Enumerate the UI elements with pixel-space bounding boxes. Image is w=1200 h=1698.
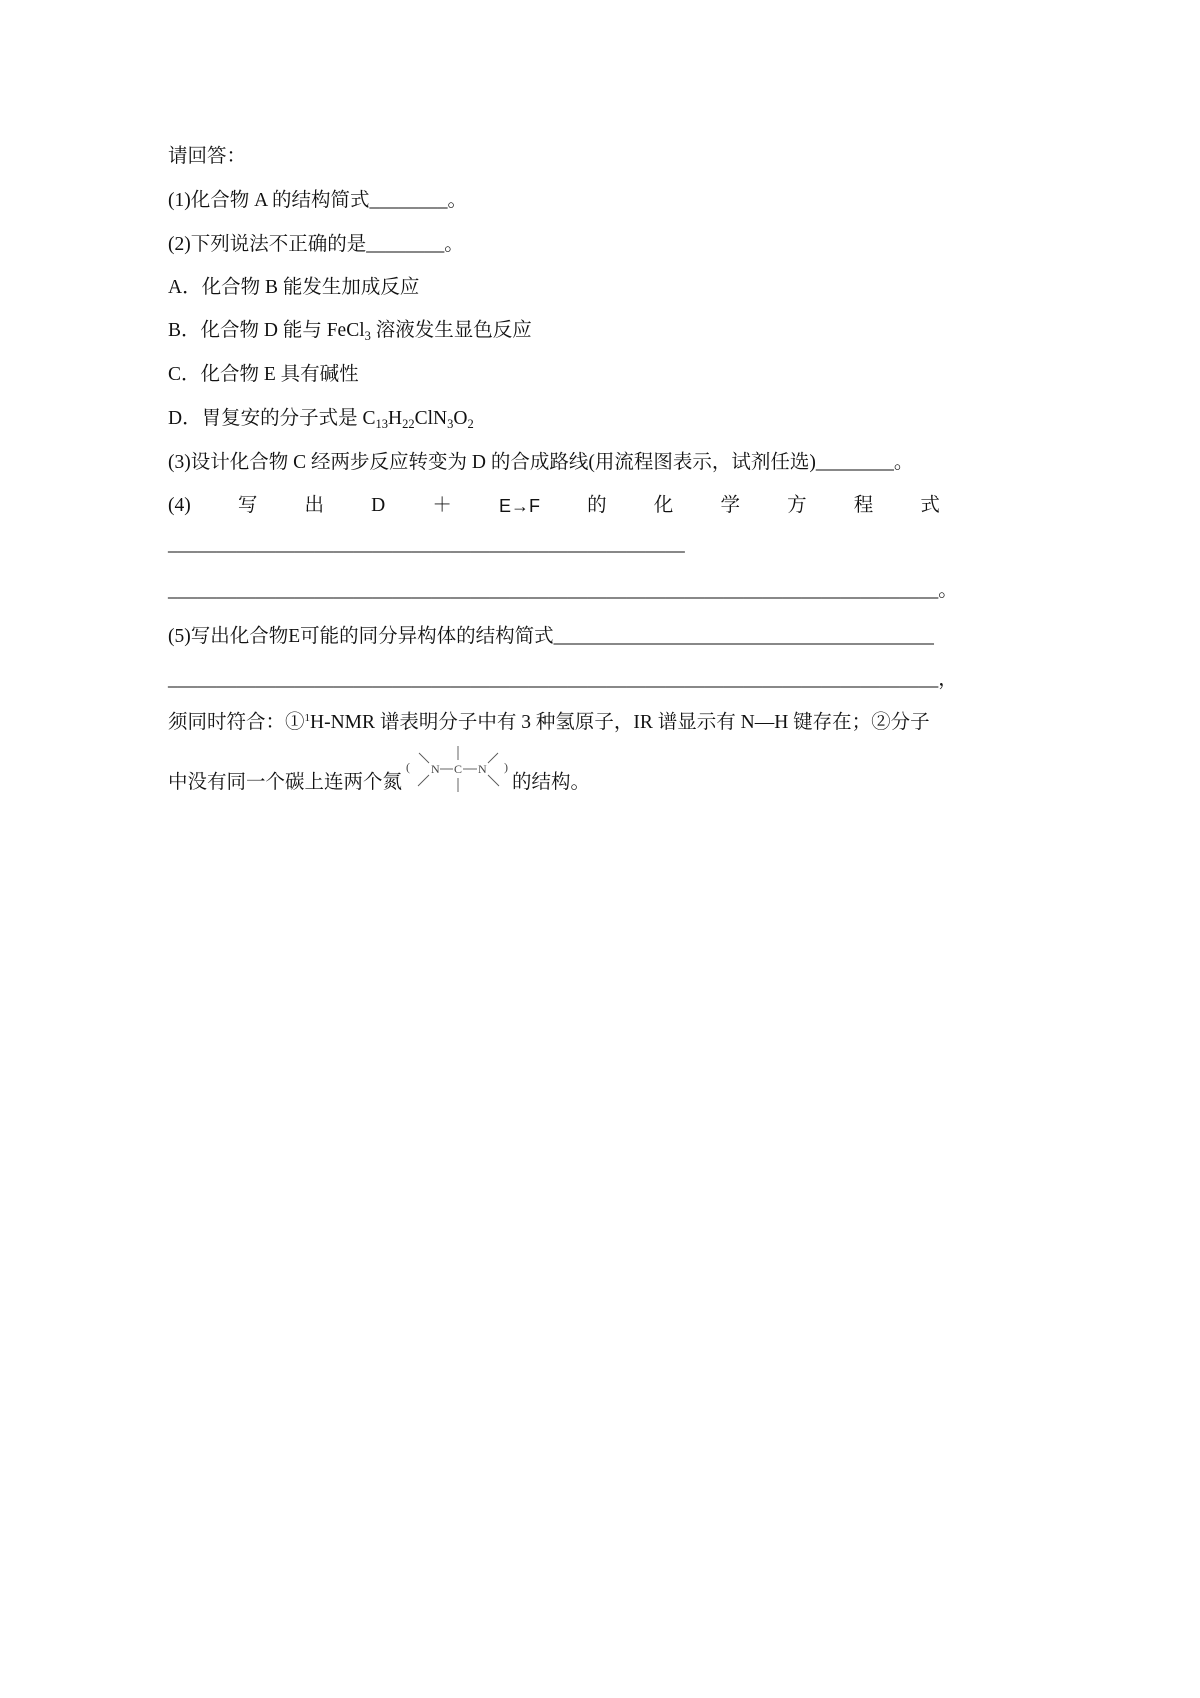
condition-1-text: 须同时符合：① — [168, 712, 305, 733]
answer-blank: _______________________________________________________________________________ — [168, 669, 939, 690]
question-4-token: 写 — [237, 495, 258, 516]
formula-count: 22 — [402, 417, 415, 431]
question-5 — [168, 623, 934, 651]
option-b-text: B．化合物 D 能与 FeCl — [168, 320, 365, 341]
option-d-text: D．胃复安的分子式是 — [168, 408, 363, 429]
answer-line: _____________________________________________________ — [168, 534, 685, 555]
bond-line — [488, 775, 499, 786]
question-4-token: D — [371, 495, 386, 516]
option-b-text-end: 溶液发生显色反应 — [370, 320, 532, 341]
structure-right-atom: N — [478, 762, 487, 776]
question-4-token: 方 — [787, 495, 807, 516]
question-4-token: (4) — [168, 495, 191, 516]
subscript: 3 — [364, 329, 371, 343]
bond-line — [488, 753, 498, 763]
question-1-text: (1)化合物 A 的结构简式 — [168, 190, 370, 211]
structure-open-paren: ( — [406, 760, 411, 774]
bond-line — [418, 775, 429, 786]
punctuation: 。 — [938, 580, 958, 601]
question-3 — [168, 449, 913, 477]
condition-2-text: 中没有同一个碳上连两个氮 — [168, 772, 403, 793]
punctuation: 。 — [447, 190, 468, 211]
answer-blank: _______________________________________________________________________________ — [168, 580, 939, 601]
question-2 — [168, 231, 464, 259]
superscript: 1 — [304, 712, 311, 724]
punctuation: 。 — [444, 234, 464, 255]
condition-1 — [168, 709, 930, 737]
n-c-n-structure-diagram — [402, 743, 512, 795]
answer-line-end — [168, 666, 958, 694]
reaction-label: E→F — [499, 496, 541, 516]
question-1 — [168, 187, 467, 215]
formula-element: ClN — [414, 408, 448, 429]
question-4-token: 程 — [853, 495, 874, 516]
condition-2 — [168, 757, 590, 809]
formula-element: C — [362, 408, 376, 429]
formula-count: 13 — [375, 417, 388, 431]
molecular-formula — [362, 408, 473, 429]
question-4 — [168, 492, 940, 520]
punctuation: ， — [938, 669, 958, 690]
formula-count: 3 — [447, 417, 454, 431]
answer-line-end — [168, 577, 958, 605]
question-4-token: 化 — [653, 495, 674, 516]
condition-2-text-end: 的结构。 — [512, 772, 591, 793]
condition-1-text-end: H-NMR 谱表明分子中有 3 种氢原子，IR 谱显示有 N—H 键存在；②分子 — [310, 712, 930, 733]
structure-left-atom: N — [431, 762, 440, 776]
option-b — [168, 317, 532, 345]
intro-line: 请回答： — [168, 146, 247, 167]
answer-blank: ________ — [369, 190, 448, 211]
question-4-token: 出 — [304, 495, 325, 516]
formula-count: 2 — [467, 417, 474, 431]
answer-blank: ________ — [366, 234, 445, 255]
structure-center-atom: C — [454, 762, 463, 776]
question-4-token: ＋ — [432, 495, 452, 516]
option-a: A．化合物 B 能发生加成反应 — [168, 277, 420, 298]
question-2-text: (2)下列说法不正确的是 — [168, 234, 367, 255]
answer-blank: ________ — [815, 452, 894, 473]
question-4-token: 式 — [920, 495, 940, 516]
option-d — [168, 405, 474, 433]
punctuation: 。 — [893, 452, 914, 473]
answer-blank: _______________________________________ — [553, 626, 934, 647]
structure-close-paren: ) — [504, 760, 509, 774]
question-3-text: (3)设计化合物 C 经两步反应转变为 D 的合成路线(用流程图表示，试剂任选) — [168, 452, 816, 473]
question-4-token: 的 — [587, 495, 607, 516]
bond-line — [419, 753, 429, 763]
formula-element: O — [453, 408, 468, 429]
option-c: C．化合物 E 具有碱性 — [168, 364, 359, 385]
question-5-text: (5)写出化合物E可能的同分异构体的结构简式 — [168, 626, 554, 647]
question-4-token: 学 — [720, 495, 740, 516]
formula-element: H — [387, 408, 403, 429]
